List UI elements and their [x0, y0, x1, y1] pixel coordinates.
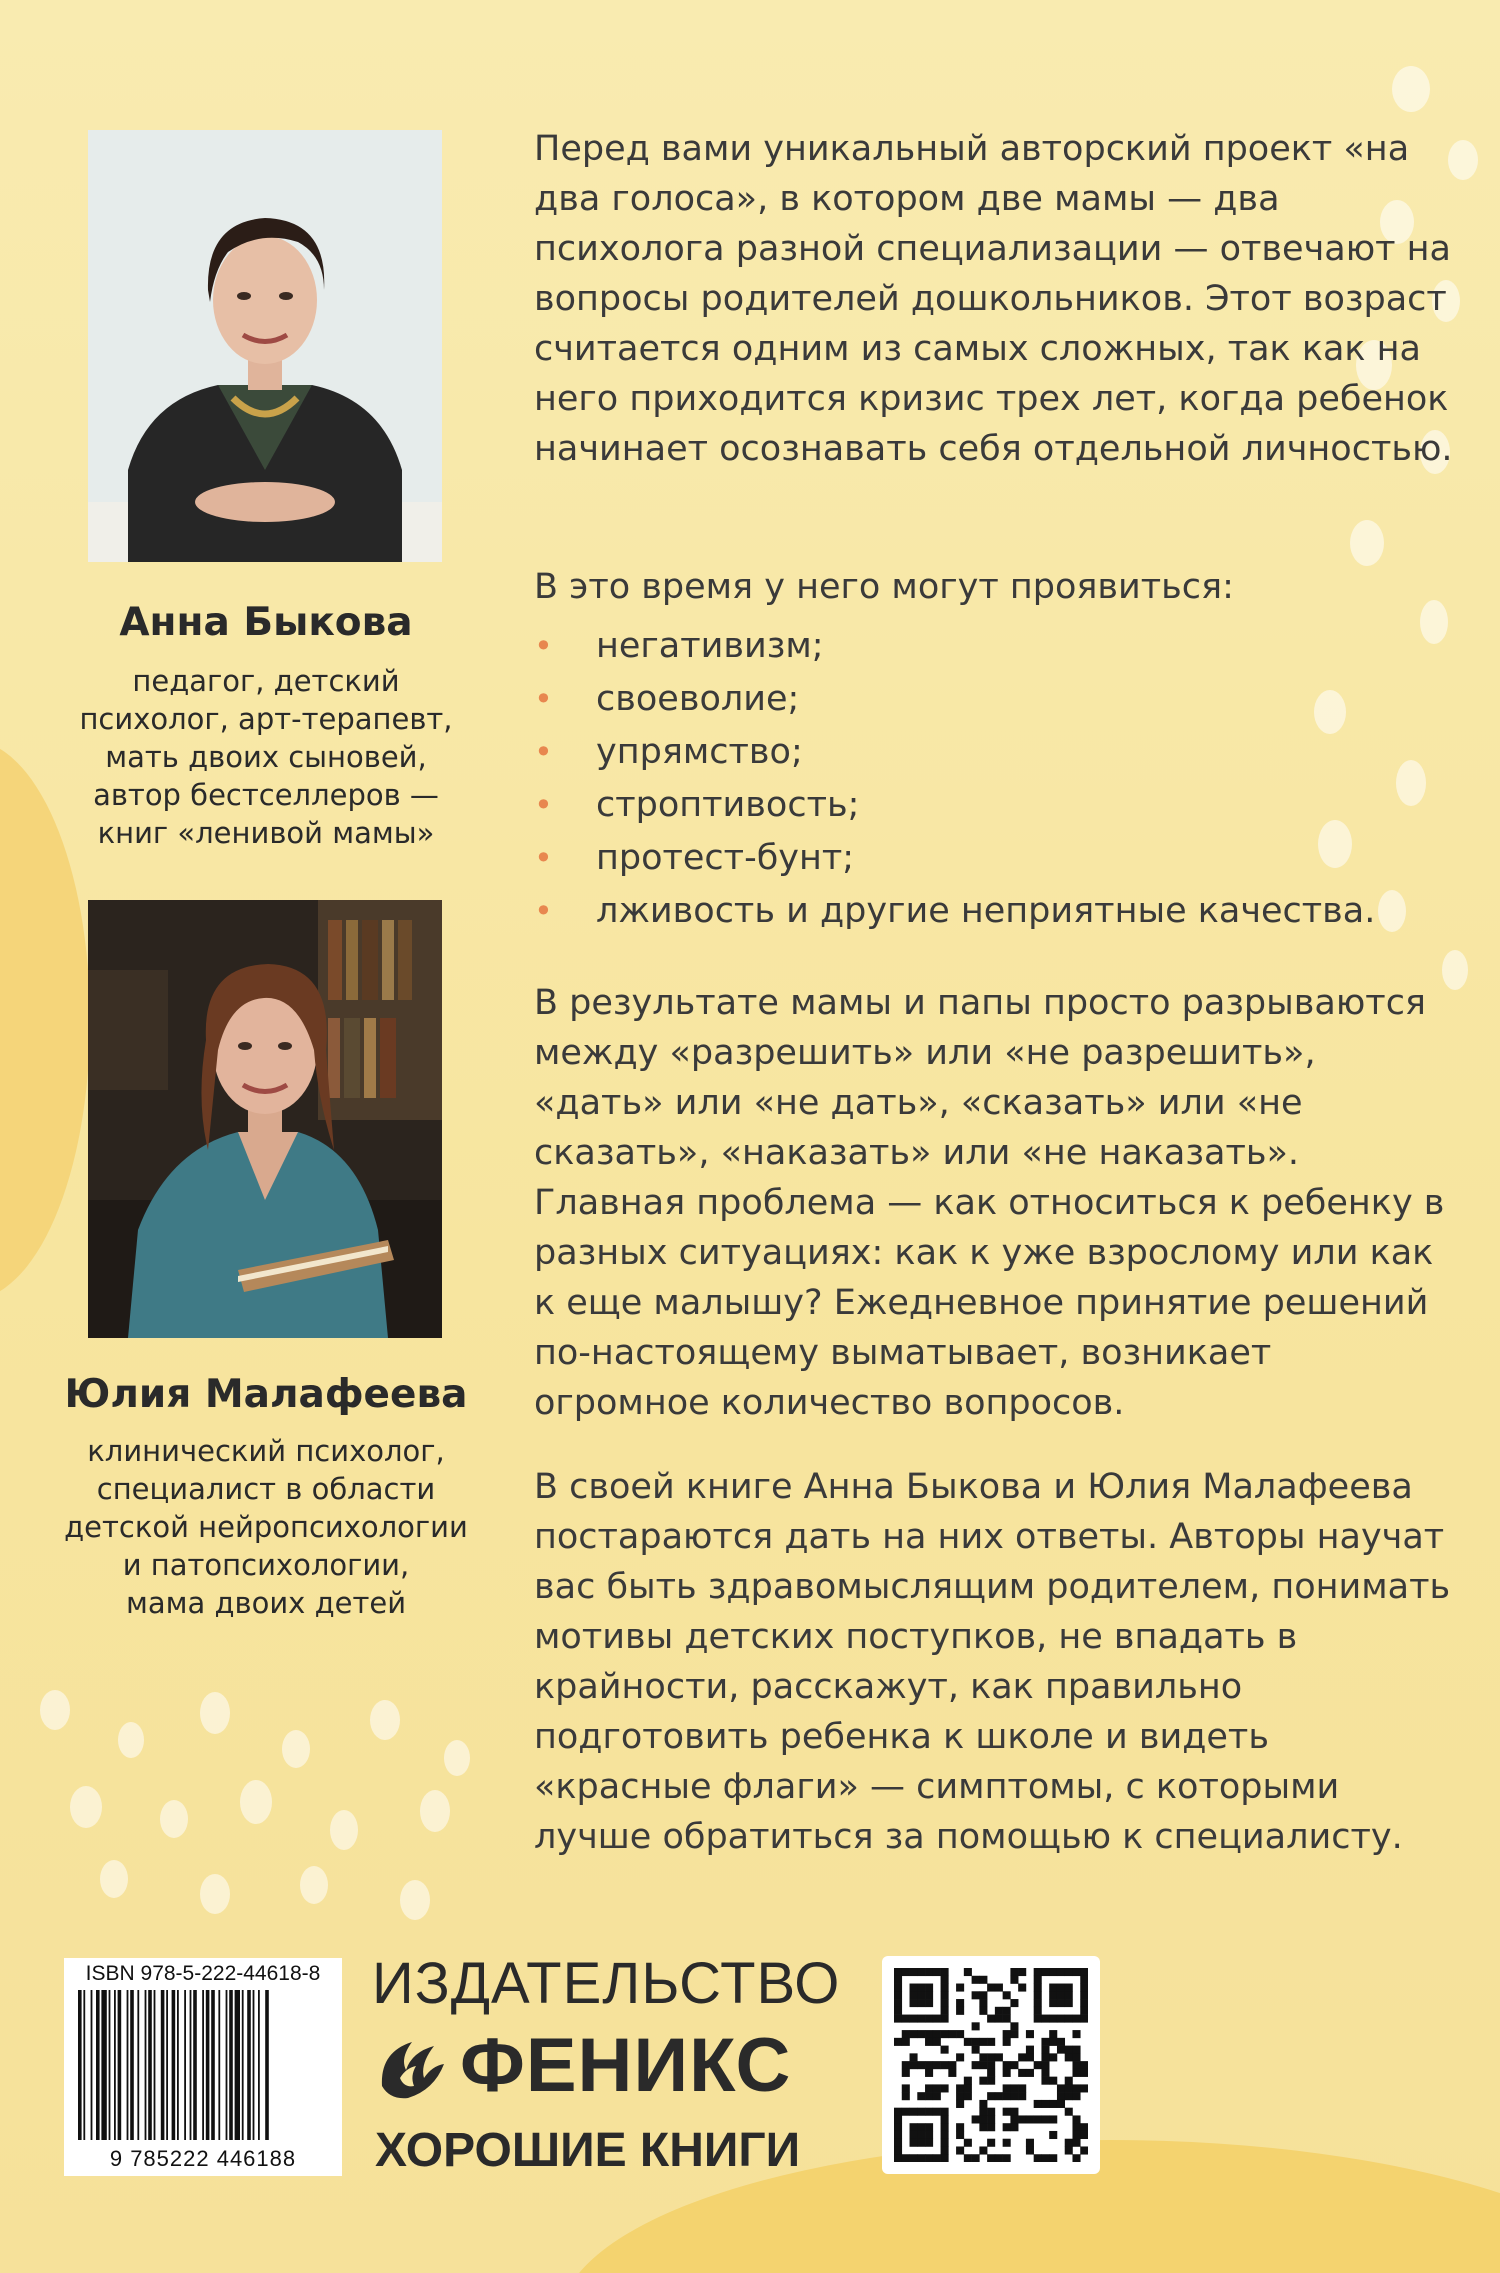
- intro-paragraph: [534, 124, 1454, 474]
- list-item-text: упрямство;: [596, 732, 803, 772]
- decor-dot: [420, 1790, 450, 1832]
- qr-code-icon: [894, 1968, 1088, 2162]
- decor-dot: [200, 1692, 230, 1734]
- list-item-text: лживость и другие неприятные качества.: [596, 891, 1376, 931]
- qualities-lead: [534, 562, 1454, 612]
- decor-dot: [1392, 66, 1430, 112]
- decor-dot: [118, 1722, 144, 1758]
- promise-paragraph-text: В своей книге Анна Быкова и Юлия Малафеева постараются дать на них ответы. Авторы научат вас быть здравомыслящим родителем, понимать мотивы детских поступков, не впадать в крайности, расскажут, как правильно подготовить ребенка к школе и видеть «красные флаги» — симптомы, с которыми лучше обратиться за помощью к специалисту.: [534, 1467, 1451, 1857]
- isbn-number: ISBN 978-5-222-44618-8: [85, 1962, 321, 1985]
- publisher-line: ИЗДАТЕЛЬСТВО: [372, 1951, 841, 2016]
- list-item: [534, 779, 1454, 832]
- decor-dot: [240, 1780, 272, 1824]
- author-bio-1: педагог, детский психолог, арт-терапевт, мать двоих сыновей, автор бестселлеров — книг «ленивой мамы»: [79, 664, 453, 850]
- bullet-icon: •: [534, 627, 553, 665]
- list-item: [534, 620, 1454, 673]
- bullet-icon: •: [534, 680, 553, 718]
- decor-dot: [400, 1880, 430, 1920]
- list-item-text: негативизм;: [596, 626, 824, 666]
- list-item-text: строптивость;: [596, 785, 860, 825]
- promise-paragraph: [534, 1462, 1454, 1862]
- publisher-tagline: ХОРОШИЕ КНИГИ: [375, 2124, 801, 2177]
- list-item-text: протест-бунт;: [596, 838, 855, 878]
- intro-paragraph-text: Перед вами уникальный авторский проект «на два голоса», в котором две мамы — два психолога разной специализации — отвечают на вопросы родителей дошкольников. Этот возраст считается одним из самых сложных, так как на него приходится кризис трех лет, когда ребенок начинает осознавать себя отдельной личностью.: [534, 129, 1453, 469]
- phoenix-logo-icon: [372, 2030, 452, 2110]
- dilemma-paragraph-text: В результате мамы и папы просто разрываются между «разрешить» или «не разрешить», «дать» или «не дать», «сказать» или «не сказать», «наказать» или «не наказать». Главная проблема — как относиться к ребенку в разных ситуациях: как к уже взрослому или как к еще малышу? Ежедневное принятие решений по-настоящему выматывает, возникает огромное количество вопросов.: [534, 983, 1445, 1423]
- decor-dot: [370, 1700, 400, 1740]
- list-item-text: своеволие;: [596, 679, 800, 719]
- author-bio-2: клинический психолог, специалист в области детской нейропсихологии и патопсихологии, мама двоих детей: [64, 1434, 468, 1620]
- publisher-name: ФЕНИКС: [460, 2023, 792, 2108]
- qualities-lead-text: В это время у него могут проявиться:: [534, 567, 1234, 607]
- bullet-icon: •: [534, 733, 553, 771]
- list-item: [534, 673, 1454, 726]
- decor-dot: [200, 1874, 230, 1914]
- bullet-icon: •: [534, 892, 553, 930]
- decor-dot: [160, 1800, 188, 1838]
- list-item: [534, 885, 1454, 938]
- author-photo-anna: [88, 130, 442, 562]
- decor-dot: [282, 1730, 310, 1768]
- bullet-icon: •: [534, 839, 553, 877]
- barcode-digits: 9 785222 446188: [109, 2146, 297, 2171]
- list-item: [534, 726, 1454, 779]
- decor-dot: [70, 1786, 102, 1828]
- author-name-1: Анна Быкова: [119, 600, 413, 645]
- decor-dot: [1350, 520, 1384, 566]
- author-photo-yulia: [88, 900, 442, 1338]
- list-item: [534, 832, 1454, 885]
- author-name-2: Юлия Малафеева: [64, 1372, 468, 1417]
- decor-dot: [300, 1866, 328, 1904]
- dilemma-paragraph: [534, 978, 1454, 1428]
- qualities-list: [534, 620, 1454, 938]
- qr-code: [882, 1956, 1100, 2174]
- bullet-icon: •: [534, 786, 553, 824]
- isbn-barcode: [64, 1958, 342, 2176]
- decor-dot: [100, 1860, 128, 1898]
- barcode-bars: [72, 1990, 334, 2146]
- decor-dot: [330, 1810, 358, 1850]
- decor-dot: [40, 1690, 70, 1730]
- decor-dot: [444, 1740, 470, 1776]
